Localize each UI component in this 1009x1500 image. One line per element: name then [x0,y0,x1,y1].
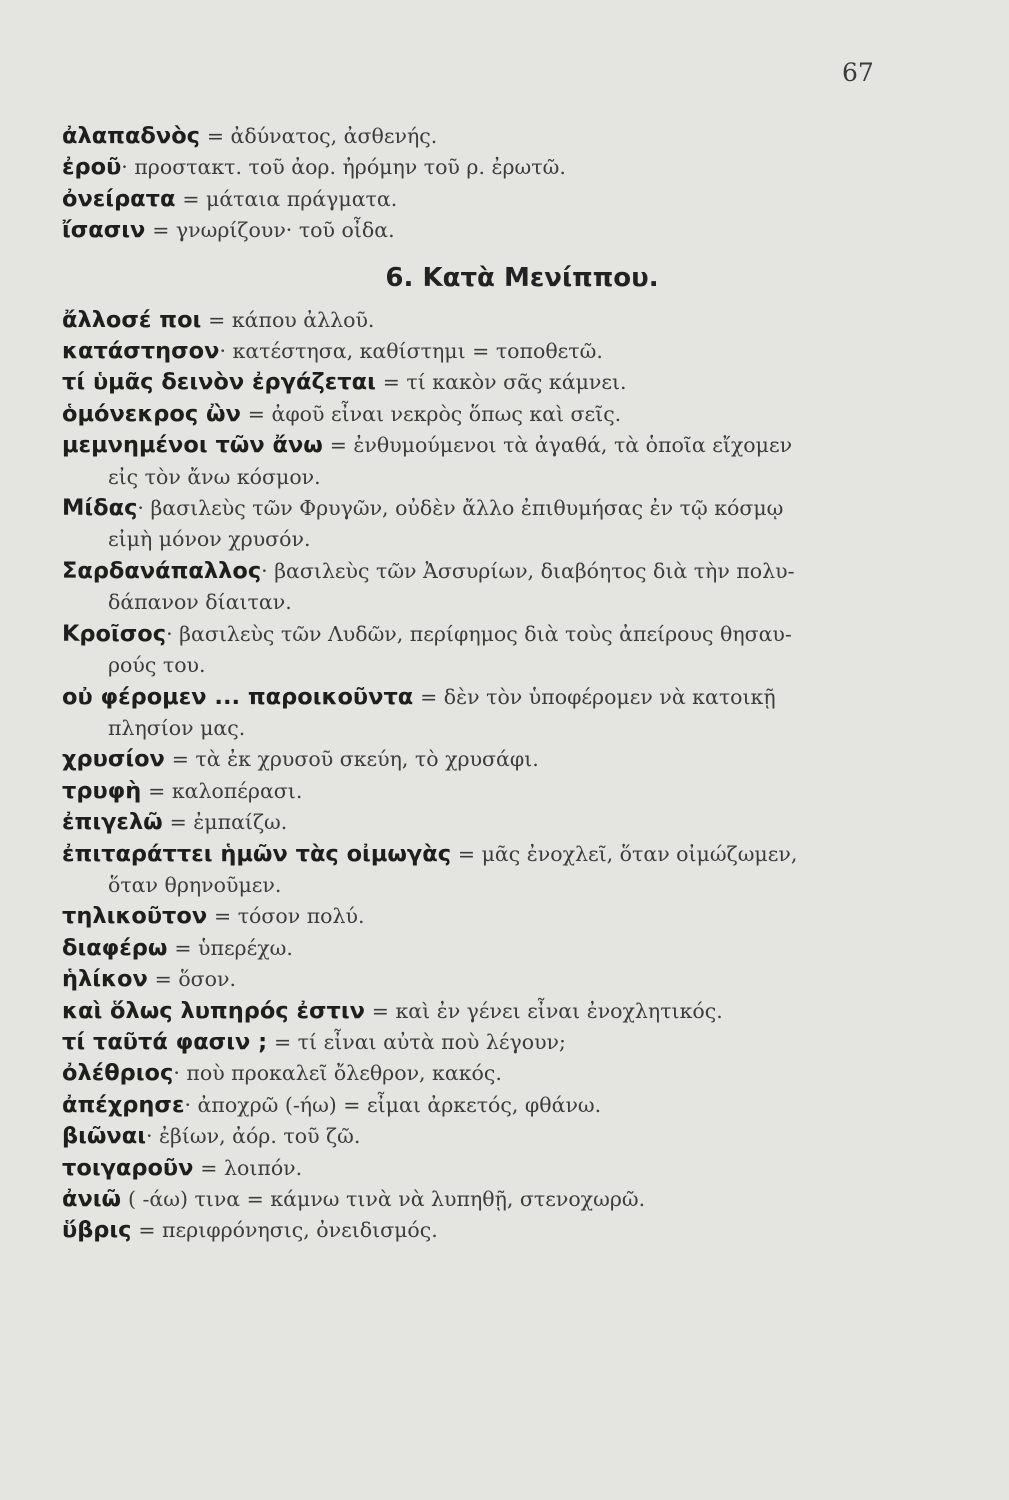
entry-gloss: · κατέστησα, καθίστημι = τοποθετῶ. [219,339,603,364]
entry-lemma: οὐ φέρομεν ... παροικοῦντα [62,683,414,710]
entry-gloss: = ὅσον. [154,967,236,992]
entry-lemma: ἀπέχρησε [62,1091,185,1118]
entry-gloss: = γνωρίζουν· τοῦ οἶδα. [152,218,395,243]
glossary-entry [62,305,912,336]
entry-continuation [62,462,912,493]
entry-gloss: = δὲν τὸν ὑποφέρομεν νὰ κατοικῇ [420,684,776,709]
glossary-entry [62,1153,912,1184]
entry-continuation [62,650,912,681]
entry-lemma: ὁμόνεκρος ὢν [62,400,241,427]
entry-gloss: = μάταια πράγματα. [182,186,398,211]
entry-continuation-text: πλησίον μας. [108,715,246,740]
glossary-entry [62,493,912,524]
glossary-content [62,121,912,1247]
entry-continuation-text: δάπανον δίαιταν. [108,590,292,615]
entry-lemma: ὀνείρατα [62,185,176,212]
entry-lemma: χρυσίον [62,746,165,773]
entry-gloss: = ὑπερέχω. [174,935,293,960]
glossary-entry [62,1121,912,1152]
glossary-entries-before [62,121,912,247]
entry-lemma: ἄλλοσέ ποι [62,306,202,333]
entry-gloss: = τί εἶναι αὐτὰ ποὺ λέγουν; [273,1029,566,1054]
glossary-entry [62,839,912,870]
entry-gloss: · προστακτ. τοῦ ἀορ. ἠρόμην τοῦ ρ. ἐρωτῶ. [121,155,566,180]
glossary-entry [62,1215,912,1246]
entry-lemma: βιῶναι [62,1123,146,1150]
entry-gloss: = ἀδύνατος, ἀσθενής. [206,124,438,148]
entry-gloss: = τόσον πολύ. [214,904,365,929]
entry-gloss: · ἐβίων, ἀόρ. τοῦ ζῶ. [145,1124,361,1149]
glossary-entry [62,399,912,430]
entry-gloss: · ἀποχρῶ (-ήω) = εἶμαι ἀρκετός, φθάνω. [184,1092,602,1117]
entry-gloss: = τὰ ἐκ χρυσοῦ σκεύη, τὸ χρυσάφι. [171,747,539,772]
entry-gloss: = περιφρόνησις, ὀνειδισμός. [138,1218,438,1243]
entry-lemma: μεμνημένοι τῶν ἄνω [62,432,323,459]
glossary-entry [62,152,912,183]
entry-continuation-text: εἰς τὸν ἄνω κόσμον. [108,464,321,489]
entry-lemma: Κροῖσος [62,620,167,647]
entry-lemma: καὶ ὅλως λυπηρός ἐστιν [62,997,365,1024]
glossary-entry [62,1184,912,1215]
entry-lemma: τί ταῦτά φασιν ; [62,1028,268,1055]
entry-lemma: ἐροῦ [62,154,122,181]
entry-gloss: = καλοπέρασι. [148,778,303,803]
entry-gloss: · βασιλεὺς τῶν Ἀσσυρίων, διαβόητος διὰ τὴν πολυ- [261,558,795,583]
entry-lemma: διαφέρω [62,934,168,961]
glossary-entry [62,901,912,932]
entry-lemma: ὀλέθριος [62,1060,174,1087]
entry-lemma: ὕβρις [62,1217,132,1244]
glossary-entry [62,215,912,246]
entry-lemma: τρυφὴ [62,777,142,804]
entry-lemma: τοιγαροῦν [62,1154,194,1181]
glossary-entry [62,682,912,713]
entry-gloss: ( -άω) τινα = κάμνω τινὰ νὰ λυπηθῇ, στενοχωρῶ. [127,1187,646,1211]
entry-lemma: ἐπιταράττει ἡμῶν τὰς οἰμωγὰς [62,840,452,867]
page-number: 67 [842,58,874,87]
entry-lemma: ἀλαπαδνὸς [62,123,200,149]
entry-gloss: = μᾶς ἐνοχλεῖ, ὅταν οἰμώζωμεν, [457,841,798,866]
entry-gloss: = ἐνθυμούμενοι τὰ ἀγαθά, τὰ ὁποῖα εἴχομεν [329,433,793,458]
entry-gloss: · βασιλεὺς τῶν Φρυγῶν, οὐδὲν ἄλλο ἐπιθυμήσας ἐν τῷ κόσμῳ [137,496,784,521]
glossary-entry [62,1090,912,1121]
entry-lemma: ἀνιῶ [62,1186,122,1212]
glossary-entry [62,964,912,995]
entry-lemma: ἴσασιν [62,217,146,244]
entry-lemma: Μίδας [62,495,138,522]
entry-gloss: = κάπου ἀλλοῦ. [208,307,375,332]
glossary-entry [62,996,912,1027]
entry-continuation [62,713,912,744]
section-heading: 6. Κατὰ Μενίππου. [385,262,659,293]
entry-lemma: ἡλίκον [62,966,148,993]
glossary-entry [62,933,912,964]
glossary-entry [62,1058,912,1089]
entry-gloss: · ποὺ προκαλεῖ ὄλεθρον, κακός. [173,1061,502,1086]
entry-continuation [62,587,912,618]
glossary-entry [62,430,912,461]
glossary-entry [62,1027,912,1058]
entry-continuation-text: ὅταν θρηνοῦμεν. [108,872,282,897]
glossary-entry [62,556,912,587]
entry-continuation [62,524,912,555]
glossary-entry [62,121,912,152]
entry-gloss: = ἐμπαίζω. [169,810,288,835]
entry-lemma: κατάστησον [62,338,220,365]
entry-gloss: = τί κακὸν σᾶς κάμνει. [382,370,627,395]
entry-lemma: τί ὑμᾶς δεινὸν ἐργάζεται [62,369,376,396]
entry-gloss: · βασιλεὺς τῶν Λυδῶν, περίφημος διὰ τοὺς ἀπείρους θησαυ- [166,621,792,646]
entry-gloss: = ἀφοῦ εἶναι νεκρὸς ὅπως καὶ σεῖς. [247,401,622,426]
entry-gloss: = καὶ ἐν γένει εἶναι ἐνοχλητικός. [371,998,723,1023]
entry-lemma: ἐπιγελῶ [62,809,163,836]
glossary-entry [62,184,912,215]
glossary-entry [62,336,912,367]
entry-gloss: = λοιπόν. [200,1155,303,1180]
glossary-entry [62,619,912,650]
entry-continuation [62,870,912,901]
entry-continuation-text: εἰμὴ μόνον χρυσόν. [108,527,311,552]
glossary-entry [62,744,912,775]
entry-continuation-text: ρούς του. [108,653,206,678]
entry-lemma: τηλικοῦτον [62,903,208,930]
glossary-entries-after [62,305,912,1247]
glossary-entry [62,807,912,838]
glossary-entry [62,367,912,398]
entry-lemma: Σαρδανάπαλλος [62,557,262,584]
glossary-entry [62,776,912,807]
